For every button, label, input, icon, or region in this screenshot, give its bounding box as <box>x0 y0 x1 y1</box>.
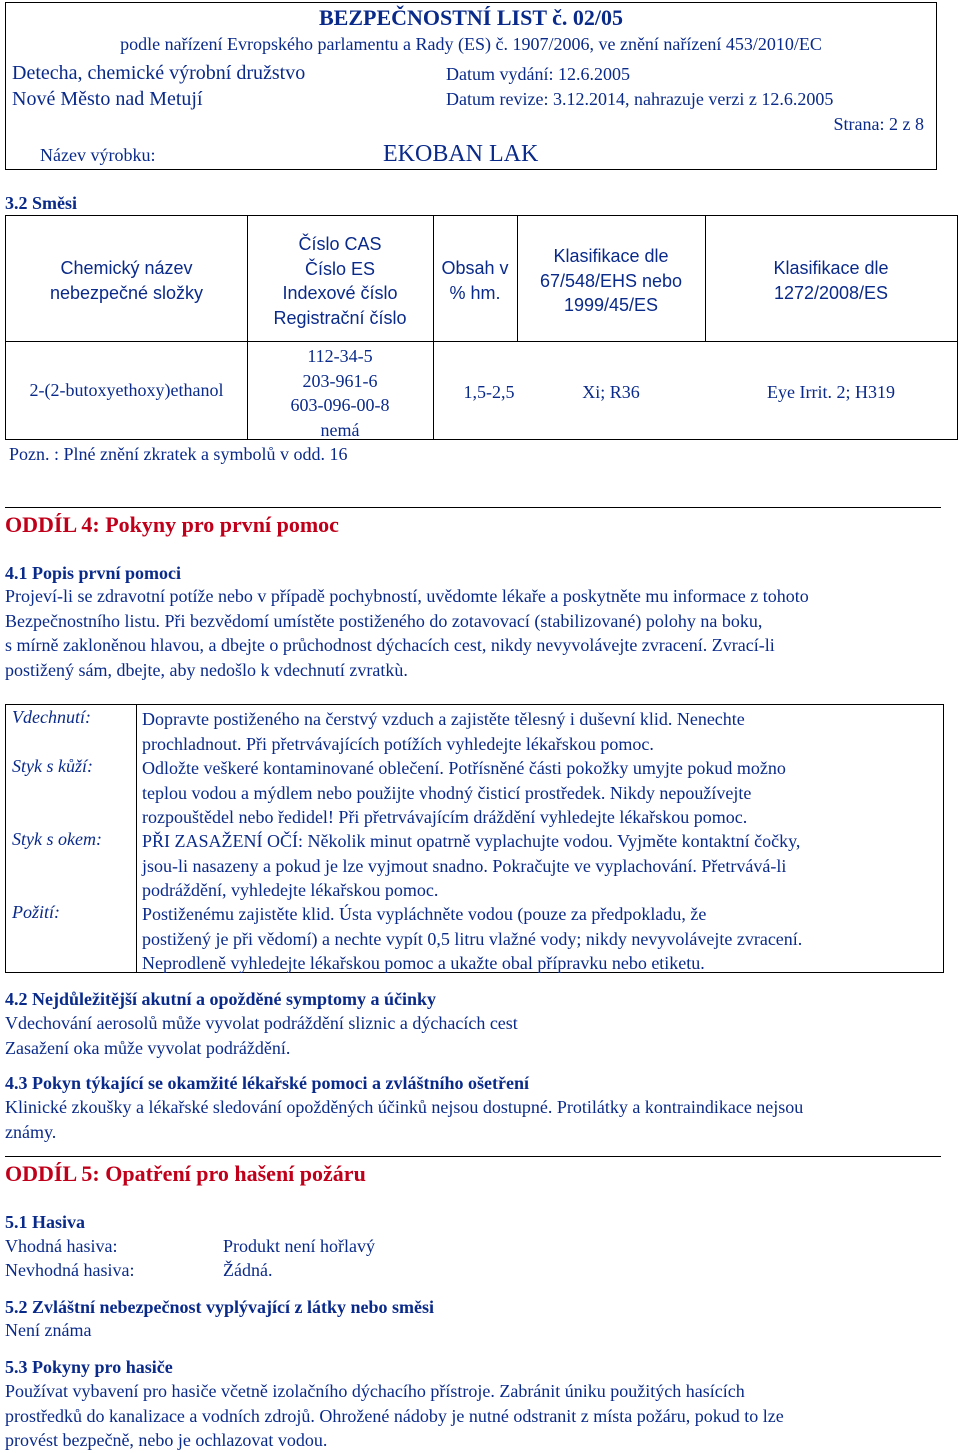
suitable-media-value: Produkt není hořlavý <box>223 1236 375 1256</box>
component-identifiers <box>247 344 433 442</box>
section4-title: ODDÍL 4: Pokyny pro první pomoc <box>5 512 339 537</box>
s53-heading: 5.3 Pokyny pro hasiče <box>5 1357 173 1377</box>
document-title: BEZPEČNOSTNÍ LIST č. 02/05 <box>318 5 623 30</box>
s42-heading: 4.2 Nejdůležitější akutní a opožděné symptomy a účinky <box>5 989 437 1009</box>
s42-paragraph: Vdechování aerosolů může vyvolat podráždění sliznic a dýchacích cest Zasažení oka může vyvolat podráždění. <box>5 1013 518 1058</box>
product-label: Název výrobku: <box>40 145 156 165</box>
first-aid-text-ingestion: Postiženému zajistěte klid. Ústa vypláchněte vodou (pouze za předpokladu, že postižený je při vědomí) a nechte vypít 0,5 litru vlažné vody; nikdy nevyvolávejte zvracení. Neprodleně vyhledejte lékařskou pomoc a ukažte obal přípravku nebo etiketu. <box>142 904 803 973</box>
first-aid-text-inhalation: Dopravte postiženého na čerstvý vzduch a zajistěte tělesný i duševní klid. Nenechte prochladnout. Při přetrvávajících potížích vyhledejte lékařskou pomoc. <box>142 709 745 754</box>
s43-heading: 4.3 Pokyn týkající se okamžité lékařské pomoci a zvláštního ošetření <box>5 1073 529 1093</box>
index-number: 603-096-00-8 <box>290 395 390 415</box>
section5-title: ODDÍL 5: Opatření pro hašení požáru <box>5 1161 366 1186</box>
s43-paragraph: Klinické zkoušky a lékařské sledování opožděných účinků nejsou dostupné. Protilátky a kontraindikace nejsou známy. <box>5 1097 804 1142</box>
page-number: Strana: 2 z 8 <box>833 114 924 134</box>
first-aid-label-ingestion: Požití: <box>12 902 60 922</box>
company-city: Nové Město nad Metují <box>12 88 203 110</box>
revision-date: Datum revize: 3.12.2014, nahrazuje verzi z 12.6.2005 <box>446 89 834 109</box>
first-aid-text-eye: PŘI ZASAŽENÍ OČÍ: Několik minut opatrně vyplachujte vodou. Vyjměte kontaktní čočky, jsou-li nasazeny a pokud je lze vyjmout snadno. Pokračujte ve vyplachování. Přetrvává-li podráždění, vyhledejte lékařskou pomoc. <box>142 831 801 900</box>
section5-rule <box>5 1156 941 1157</box>
col-header-content: Obsah v % hm. <box>441 258 509 303</box>
component-class-old: Xi; R36 <box>582 382 640 402</box>
s41-heading: 4.1 Popis první pomoci <box>5 563 182 583</box>
first-aid-label-eye: Styk s okem: <box>12 829 102 849</box>
company-name: Detecha, chemické výrobní družstvo <box>12 62 306 84</box>
s51-heading: 5.1 Hasiva <box>5 1212 86 1232</box>
cas-number: 112-34-5 <box>307 346 373 366</box>
product-name: EKOBAN LAK <box>383 141 539 167</box>
first-aid-label-skin: Styk s kůží: <box>12 756 93 776</box>
s52-text: Není známa <box>5 1320 92 1340</box>
unsuitable-media-label: Nevhodná hasiva: <box>5 1260 135 1280</box>
s53-paragraph: Používat vybavení pro hasiče včetně izolačního dýchacího přístroje. Zabránit úniku použitých hasících prostředků do kanalizace a vodních zdrojů. Ohrožené nádoby je nutné odstranit z místa požáru, pokud to lze provést bezpečně, nebo je ochlazovat vodou. <box>5 1381 784 1450</box>
es-number: 203-961-6 <box>302 370 378 391</box>
abbreviation-note: Pozn. : Plné znění zkratek a symbolů v odd. 16 <box>9 444 348 464</box>
section4-rule <box>5 507 941 508</box>
component-content: 1,5-2,5 <box>463 382 515 402</box>
col-header-classification-old: Klasifikace dle 67/548/EHS nebo 1999/45/ES <box>539 246 683 315</box>
regulation-line: podle nařízení Evropského parlamentu a Rady (ES) č. 1907/2006, ve znění nařízení 453/2010/EC <box>120 34 822 54</box>
col-header-identifiers: Číslo CAS Číslo ES Indexové číslo Registrační číslo <box>273 234 407 328</box>
first-aid-text-skin: Odložte veškeré kontaminované oblečení. Potřísněné části pokožky umyjte pokud možno teplou vodou a mýdlem nebo použijte vhodný čisticí prostředek. Nikdy nepoužívejte rozpouštědel nebo ředidel! Při přetrvávajícím dráždění vyhledejte lékařskou pomoc. <box>142 758 786 827</box>
suitable-media-label: Vhodná hasiva: <box>5 1236 118 1256</box>
unsuitable-media-value: Žádná. <box>223 1260 273 1280</box>
s41-paragraph: Projeví-li se zdravotní potíže nebo v případě pochybností, uvědomte lékaře a poskytněte mu informace z tohoto Bezpečnostního listu. Při bezvědomí umístěte postiženého do zotavovací (stabilizované) polohy na boku, s mírně zakloněnou hlavou, a dbejte o průchodnost dýchacích cest, nikdy nevyvolávejte zvracení. Zvrací-li postižený sám, dbejte, aby nedošlo k vdechnutí zvratkù. <box>5 586 809 680</box>
col-header-chemical-name: Chemický název nebezpečné složky <box>49 258 204 303</box>
composition-table <box>5 215 958 464</box>
col-header-classification-new: Klasifikace dle 1272/2008/ES <box>773 258 889 303</box>
s52-heading: 5.2 Zvláštní nebezpečnost vyplývající z látky nebo směsi <box>5 1297 435 1317</box>
first-aid-table <box>5 704 944 973</box>
first-aid-label-inhalation: Vdechnutí: <box>12 707 91 727</box>
mixtures-heading: 3.2 Směsi <box>5 193 77 213</box>
component-name: 2-(2-butoxyethoxy)ethanol <box>29 380 224 400</box>
issue-date: Datum vydání: 12.6.2005 <box>446 64 630 84</box>
registration-number: nemá <box>320 419 360 440</box>
component-class-new: Eye Irrit. 2; H319 <box>767 382 895 402</box>
